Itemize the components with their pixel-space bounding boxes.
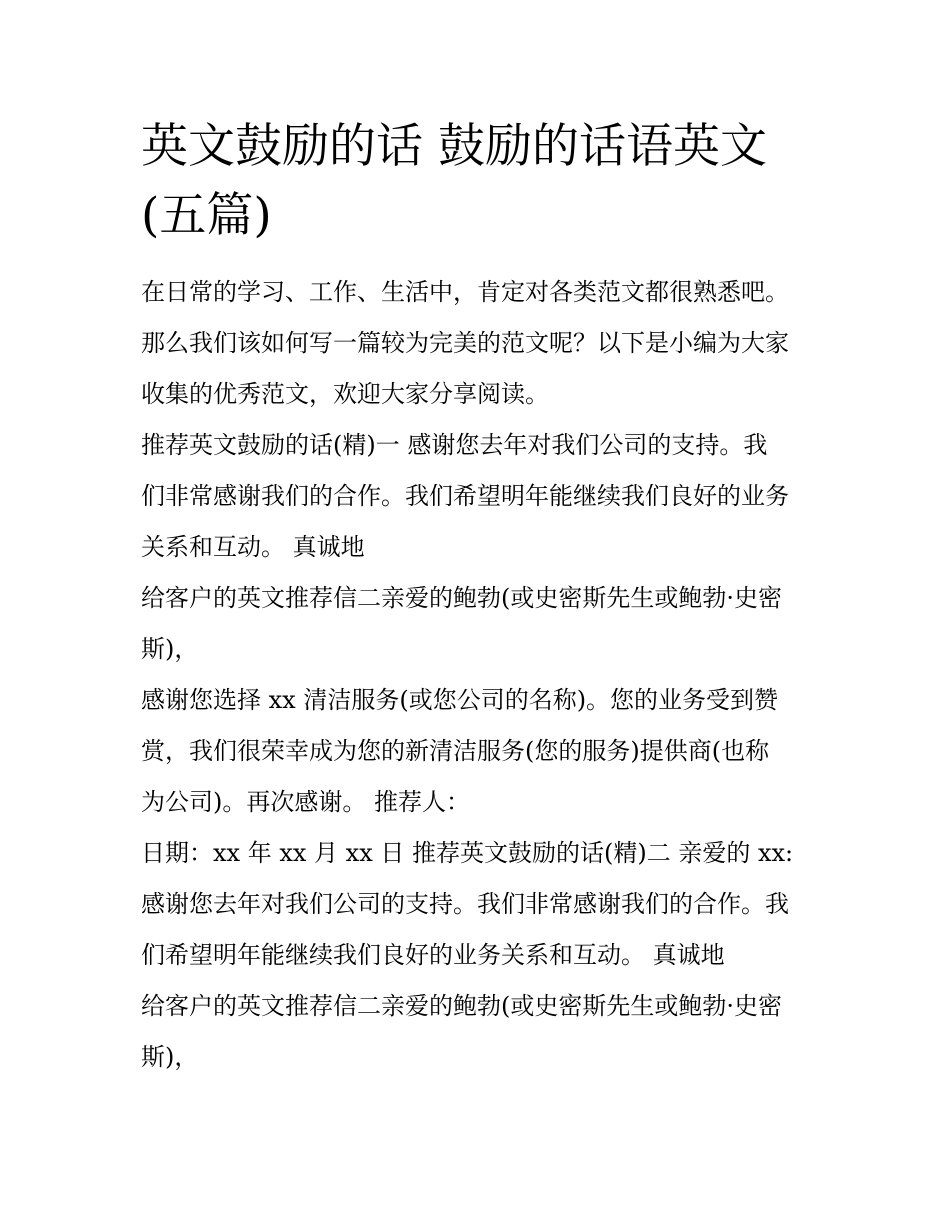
- body-line: 赏，我们很荣幸成为您的新清洁服务(您的服务)提供商(也称: [141, 737, 770, 765]
- body-line: 感谢您去年对我们公司的支持。我们非常感谢我们的合作。我: [141, 890, 789, 918]
- body-line: 斯)，: [141, 635, 199, 663]
- body-line: 那么我们该如何写一篇较为完美的范文呢？以下是小编为大家: [141, 329, 789, 357]
- body-line: 日期：xx 年 xx 月 xx 日 推荐英文鼓励的话(精)二 亲爱的 xx:: [141, 839, 794, 867]
- document-body: [141, 267, 821, 1083]
- document-page: [141, 112, 821, 1083]
- body-line: 给客户的英文推荐信二亲爱的鲍勃(或史密斯先生或鲍勃·史密: [141, 584, 782, 612]
- body-line: 们非常感谢我们的合作。我们希望明年能继续我们良好的业务: [141, 482, 789, 510]
- body-line: 收集的优秀范文，欢迎大家分享阅读。: [141, 380, 549, 408]
- body-line: 感谢您选择 xx 清洁服务(或您公司的名称)。您的业务受到赞: [141, 686, 779, 714]
- document-title: [141, 112, 821, 250]
- body-line: 斯)，: [141, 1043, 199, 1071]
- body-line: 们希望明年能继续我们良好的业务关系和互动。 真诚地: [141, 941, 725, 969]
- body-line: 关系和互动。 真诚地: [141, 533, 365, 561]
- title-line-2: (五篇): [141, 188, 272, 243]
- title-line-1: 英文鼓励的话 鼓励的话语英文: [141, 119, 767, 174]
- body-line: 在日常的学习、工作、生活中，肯定对各类范文都很熟悉吧。: [141, 278, 789, 306]
- body-line: 为公司)。再次感谢。 推荐人：: [141, 788, 470, 816]
- body-line: 推荐英文鼓励的话(精)一 感谢您去年对我们公司的支持。我: [141, 431, 768, 459]
- body-line: 给客户的英文推荐信二亲爱的鲍勃(或史密斯先生或鲍勃·史密: [141, 992, 782, 1020]
